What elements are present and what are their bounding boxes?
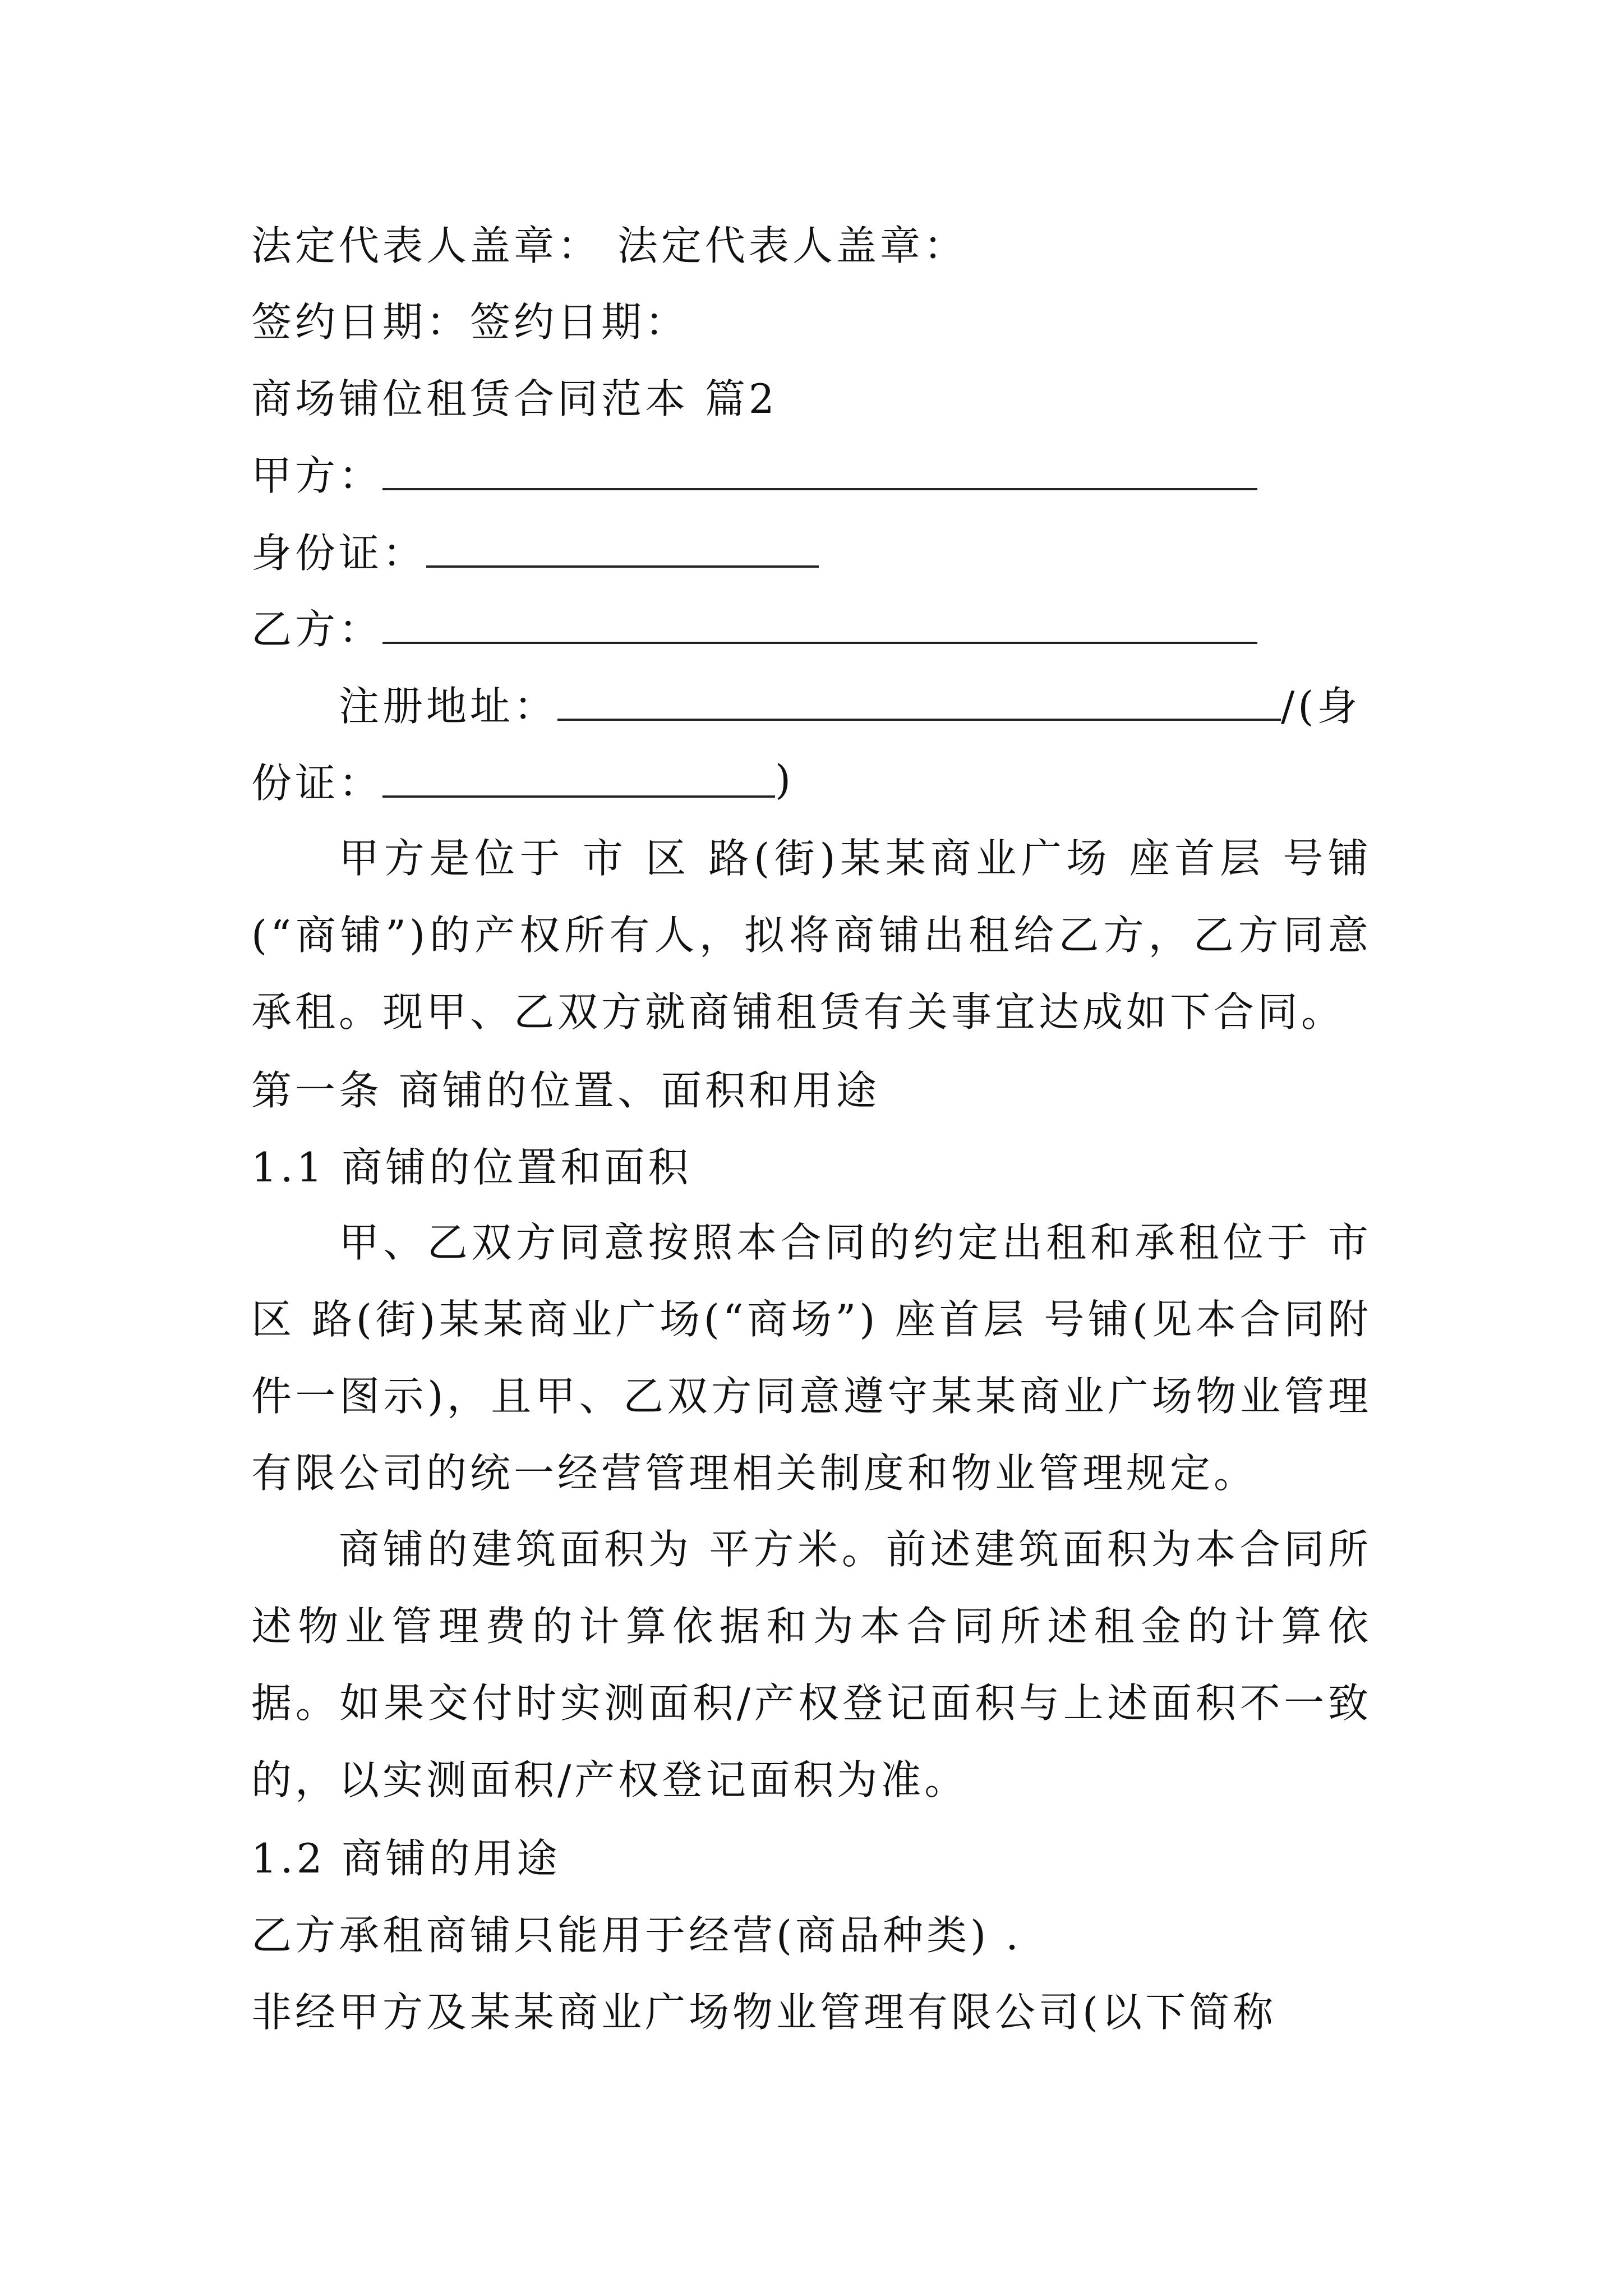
party-b-blank xyxy=(382,608,1257,644)
id-card2-suffix: ) xyxy=(775,756,795,803)
party-b-line xyxy=(251,598,1257,654)
intro-paragraph: 甲方是位于 市 区 路(街)某某商业广场 座首层 号铺(“商铺”)的产权所有人，拟将商铺出租给乙方，乙方同意承租。现甲、乙双方就商铺租赁有关事宜达成如下合同。 xyxy=(251,835,1372,1036)
party-a-blank xyxy=(382,454,1257,490)
article1-title: 第一条 商铺的位置、面积和用途 xyxy=(251,1067,880,1114)
id-card-label: 身份证： xyxy=(251,530,427,577)
seal-line: 法定代表人盖章： 法定代表人盖章： xyxy=(251,222,967,269)
location-paragraph: 甲、乙双方同意按照本合同的约定出租和承租位于 市 区 路(街)某某商业广场(“商场”) 座首层 号铺(见本合同附件一图示)，且甲、乙双方同意遵守某某商业广场物业管理有限公司的统一经营管理相关制度和物业管理规定。 xyxy=(251,1219,1372,1497)
id-card-line xyxy=(251,522,819,578)
party-b-label: 乙方： xyxy=(251,606,383,653)
area-paragraph: 商铺的建筑面积为 平方米。前述建筑面积为本合同所述物业管理费的计算依据和为本合同所述租金的计算依据。如果交付时实测面积/产权登记面积与上述面积不一致的，以实测面积/产权登记面积为准。 xyxy=(251,1526,1372,1803)
id-card2-label: 份证： xyxy=(251,760,383,807)
reg-address-line xyxy=(251,675,1361,731)
sign-date-line: 签约日期：签约日期： xyxy=(251,298,689,346)
reg-address-blank xyxy=(557,685,1281,721)
last-paragraph: 非经甲方及某某商业广场物业管理有限公司(以下简称 xyxy=(251,1989,1277,2036)
party-a-line xyxy=(251,444,1257,500)
reg-address-label: 注册地址： xyxy=(339,683,558,730)
section-1-1-title: 1.1 商铺的位置和面积 xyxy=(251,1144,692,1191)
section-1-2-title: 1.2 商铺的用途 xyxy=(251,1835,561,1882)
id-card-blank xyxy=(426,532,819,568)
use-paragraph: 乙方承租商铺只能用于经营(商品种类) . xyxy=(251,1912,1022,1959)
id-card2-line xyxy=(251,752,794,808)
reg-address-suffix: /(身 xyxy=(1281,683,1361,730)
id-card2-blank xyxy=(382,762,775,798)
section-heading: 商场铺位租赁合同范本 篇2 xyxy=(251,375,778,422)
party-a-label: 甲方： xyxy=(251,452,383,499)
